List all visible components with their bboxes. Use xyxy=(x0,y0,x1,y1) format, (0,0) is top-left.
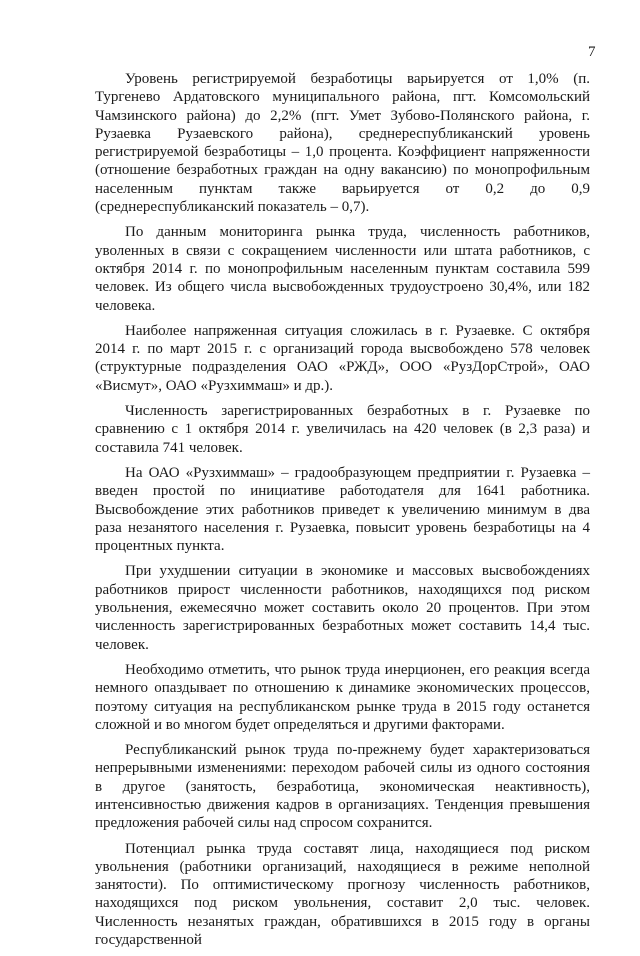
page-number: 7 xyxy=(588,44,596,60)
paragraph-worsening-scenario: При ухудшении ситуации в экономике и массовых высвобождениях работников прирост численности работников, находящихся под риском увольнения, ежемесячно может составить около 20 процентов. При этом численность зарегистрированных безработных может составить 14,4 тыс. человек. xyxy=(95,563,590,653)
paragraph-ruzkhimmash: На ОАО «Рузхиммаш» – градообразующем предприятии г. Рузаевка – введен простой по инициативе работодателя для 1641 работника. Высвобождение этих работников приведет к увеличению минимум в два раза незанятого населения г. Рузаевка, повысит уровень безработицы на 4 процентных пункта. xyxy=(95,464,590,555)
paragraph-ruzaevka-situation: Наиболее напряженная ситуация сложилась в г. Рузаевке. С октября 2014 г. по март 2015 г. с организаций города высвобождено 578 человек (структурные подразделения ОАО «РЖД», ООО «РузДорСтрой», ОАО «Висмут», ОАО «Рузхиммаш» и др.). xyxy=(95,322,590,394)
paragraph-unemployment-level: Уровень регистрируемой безработицы варьируется от 1,0% (п. Тургенево Ардатовского муниципального района, пгт. Комсомольский Чамзинского района) до 2,2% (пгт. Умет Зубово-Полянского района, г. Рузаевка Рузаевского района), среднереспубликанский уровень регистрируемой безработицы – 1,0 процента. Коэффициент напряженности (отношение безработных граждан на одну вакансию) по монопрофильным населенным пунктам также варьируется от 0,2 до 0,9 (среднереспубликанский показатель – 0,7). xyxy=(95,71,590,216)
paragraph-monitoring: По данным мониторинга рынка труда, численность работников, уволенных в связи с сокращением численности или штата работников, с октября 2014 г. по монопрофильным населенным пунктам составила 599 человек. Из общего числа высвобожденных трудоустроено 30,4%, или 182 человека. xyxy=(95,224,590,314)
paragraph-labor-potential: Потенциал рынка труда составят лица, находящиеся под риском увольнения (работники организаций, находящиеся в режиме неполной занятости). По оптимистическому прогнозу численность работников, находящихся под риском увольнения, составит 2,0 тыс. человек. Численность незанятых граждан, обратившихся в 2015 году в органы государственной xyxy=(95,840,590,949)
document-body xyxy=(95,70,590,956)
paragraph-labor-market-inertia: Необходимо отметить, что рынок труда инерционен, его реакция всегда немного опаздывает по отношению к динамике экономических процессов, поэтому ситуация на республиканском рынке труда в 2015 году останется сложной и во многом будет определяться и другими факторами. xyxy=(95,661,590,733)
paragraph-registered-unemployed: Численность зарегистрированных безработных в г. Рузаевке по сравнению с 1 октября 2014 г. увеличилась на 420 человек (в 2,3 раза) и составила 741 человек. xyxy=(95,403,590,456)
paragraph-continuous-changes: Республиканский рынок труда по-прежнему будет характеризоваться непрерывными изменениями: переходом рабочей силы из одного состояния в другое (занятость, безработица, экономическая неактивность), интенсивностью движения кадров в организациях. Тенденция превышения предложения рабочей силы над спросом сохранится. xyxy=(95,742,590,832)
